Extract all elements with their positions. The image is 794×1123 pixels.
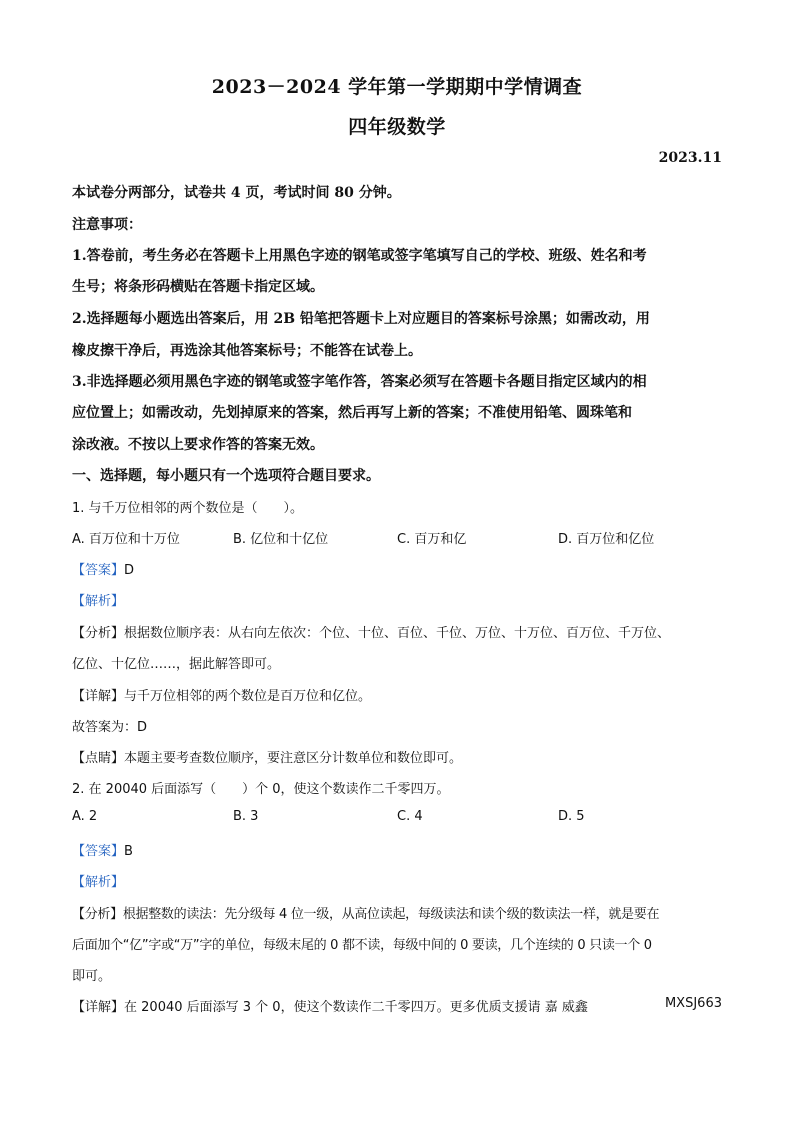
q1-conclusion: 故答案为：D — [72, 720, 148, 735]
q1-answer-row — [72, 559, 722, 578]
q2-detail-row — [72, 996, 632, 1015]
notice-item-1-line-2: 生号；将条形码横贴在答题卡指定区域。 — [72, 279, 324, 295]
q1-stem: 1. 与千万位相邻的两个数位是（ ）。 — [72, 501, 304, 516]
source-code: MXSJ663 — [664, 996, 722, 1011]
q2-answer: B — [124, 844, 133, 859]
notice-item-2-line-1: 2.选择题每小题选出答案后，用 2B 铅笔把答题卡上对应题目的答案标号涂黑；如需改动，用 — [72, 311, 650, 327]
notice-item-2-line-2: 橡皮擦干净后，再选涂其他答案标号；不能答在试卷上。 — [72, 343, 422, 359]
section-heading: 一、选择题，每小题只有一个选项符合题目要求。 — [72, 468, 380, 484]
q1-option-a: A. 百万位和十万位 — [72, 532, 180, 547]
q2-answer-row — [72, 840, 722, 859]
q2-option-b: B. 3 — [233, 809, 259, 824]
q1-answer-tag: 【答案】 — [72, 563, 125, 578]
q2-analysis-tag: 【解析】 — [72, 875, 125, 890]
q2-fenxi-text-1: 根据整数的读法：先分级每 4 位一级，从高位读起，每级读法和读个级的数读法一样，就是要在 — [122, 907, 660, 922]
q1-option-d: D. 百万位和亿位 — [558, 532, 655, 547]
notice-item-1-line-1: 1.答卷前，考生务必在答题卡上用黑色字迹的钢笔或签字笔填写自己的学校、班级、姓名和考 — [72, 248, 647, 264]
q2-fenxi-line-2: 后面加个“亿”字或“万”字的单位，每级末尾的 0 都不读，每级中间的 0 要读，几个连续的 0 只读一个 0 — [72, 938, 652, 953]
notice-item-3-line-1: 3.非选择题必须用黑色字迹的钢笔或签字笔作答，答案必须写在答题卡各题目指定区域内的相 — [72, 374, 647, 390]
intro-text: 本试卷分两部分，试卷共 4 页，考试时间 80 分钟。 — [72, 185, 401, 201]
q2-option-c: C. 4 — [397, 809, 423, 824]
exam-date: 2023.11 — [658, 150, 722, 166]
q2-fenxi-line-1 — [72, 903, 722, 922]
q1-comment-row — [72, 747, 722, 766]
q1-comment-tag: 【点睛】 — [72, 751, 125, 766]
notice-item-3-line-3: 涂改液。不按以上要求作答的答案无效。 — [72, 437, 324, 453]
notice-item-3-line-2: 应位置上；如需改动，先划掉原来的答案，然后再写上新的答案；不准使用铅笔、圆珠笔和 — [72, 405, 632, 421]
q2-fenxi-line-3: 即可。 — [72, 969, 112, 984]
q1-option-b: B. 亿位和十亿位 — [233, 532, 329, 547]
q1-detail-text: 与千万位相邻的两个数位是百万位和亿位。 — [124, 689, 372, 704]
q1-answer: D — [124, 563, 135, 578]
q1-fenxi-tag: 【分析】 — [72, 626, 125, 641]
q1-analysis-tag: 【解析】 — [72, 594, 125, 609]
q2-answer-tag: 【答案】 — [72, 844, 125, 859]
q1-fenxi-line-1 — [72, 622, 722, 641]
q1-comment-text: 本题主要考查数位顺序，要注意区分计数单位和数位即可。 — [124, 751, 463, 766]
q2-detail-text: 在 20040 后面添写 3 个 0，使这个数读作二千零四万。更多优质支援请 嘉 威鑫 — [124, 1000, 588, 1015]
q2-stem: 2. 在 20040 后面添写（ ）个 0，使这个数读作二千零四万。 — [72, 782, 450, 797]
q1-detail-tag: 【详解】 — [72, 689, 125, 704]
q1-fenxi-text-1: 根据数位顺序表：从右向左依次：个位、十位、百位、千位、万位、十万位、百万位、千万位、 — [124, 626, 671, 641]
q2-option-d: D. 5 — [558, 809, 585, 824]
q1-detail-row — [72, 685, 722, 704]
q2-option-a: A. 2 — [72, 809, 98, 824]
exam-subtitle: 四年级数学 — [348, 116, 446, 138]
q1-option-c: C. 百万和亿 — [397, 532, 467, 547]
q1-fenxi-line-2: 亿位、十亿位……，据此解答即可。 — [72, 657, 281, 672]
q2-fenxi-tag: 【分析】 — [72, 907, 123, 922]
exam-title: 2023－2024 学年第一学期期中学情调查 — [211, 76, 583, 98]
q2-detail-tag: 【详解】 — [72, 1000, 125, 1015]
notice-heading: 注意事项： — [72, 217, 142, 233]
